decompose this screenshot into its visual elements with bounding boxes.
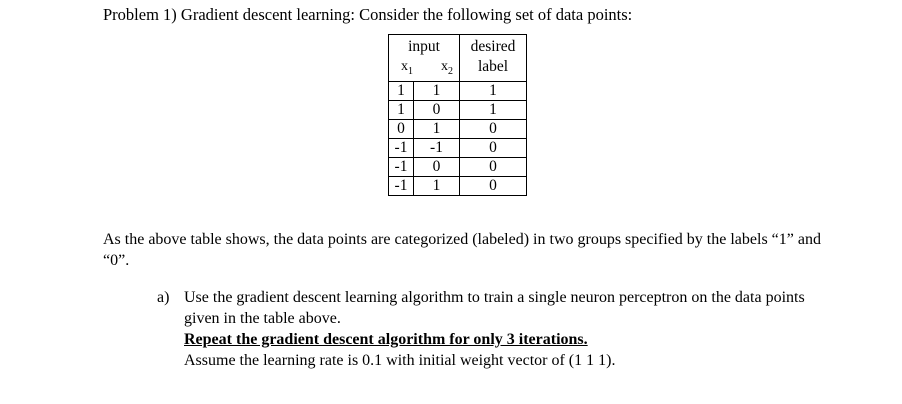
cell-x1: 1 bbox=[389, 101, 414, 120]
header-label: label bbox=[477, 58, 509, 75]
list-item-body bbox=[184, 287, 817, 371]
table-row bbox=[389, 82, 527, 101]
list-marker: a) bbox=[157, 289, 170, 306]
cell-label: 1 bbox=[460, 101, 527, 120]
cell-x1: -1 bbox=[389, 158, 414, 177]
cell-label: 0 bbox=[460, 177, 527, 196]
header-input-label: input bbox=[408, 38, 440, 55]
header-x1-sub: 1 bbox=[408, 65, 413, 77]
cell-x2: 1 bbox=[414, 82, 460, 101]
list-item-a bbox=[157, 287, 817, 371]
header-variables bbox=[389, 56, 459, 81]
cell-x1: -1 bbox=[389, 177, 414, 196]
header-x2-letter: x bbox=[441, 59, 448, 74]
cell-x2: 0 bbox=[414, 101, 460, 120]
cell-x2: 1 bbox=[414, 177, 460, 196]
cell-label: 1 bbox=[460, 82, 527, 101]
header-x1 bbox=[401, 58, 413, 81]
header-x2-sub: 2 bbox=[448, 65, 453, 77]
cell-x1: 1 bbox=[389, 82, 414, 101]
table-row bbox=[389, 101, 527, 120]
header-x1-letter: x bbox=[401, 59, 408, 74]
data-points-table bbox=[388, 34, 527, 196]
problem-title: Problem 1) Gradient descent learning: Consider the following set of data points: bbox=[103, 5, 633, 24]
cell-x1: -1 bbox=[389, 139, 414, 158]
item-emphasis: Repeat the gradient descent algorithm for only 3 iterations. bbox=[184, 331, 588, 348]
header-input bbox=[389, 35, 460, 82]
cell-x1: 0 bbox=[389, 120, 414, 139]
cell-x2: 1 bbox=[414, 120, 460, 139]
item-instruction: Use the gradient descent learning algorithm to train a single neuron perceptron on the data points given in the table above. bbox=[184, 289, 805, 327]
description-paragraph: As the above table shows, the data points are categorized (labeled) in two groups specified by the labels “1” and “0”. bbox=[103, 231, 821, 269]
item-assumption: Assume the learning rate is 0.1 with initial weight vector of (1 1 1). bbox=[184, 352, 616, 369]
cell-label: 0 bbox=[460, 120, 527, 139]
table-row bbox=[389, 120, 527, 139]
header-x2 bbox=[441, 58, 453, 81]
cell-x2: -1 bbox=[414, 139, 460, 158]
header-desired-label bbox=[460, 35, 527, 82]
cell-label: 0 bbox=[460, 158, 527, 177]
table-header-row bbox=[389, 35, 527, 82]
table-row bbox=[389, 177, 527, 196]
header-desired: desired bbox=[470, 38, 516, 55]
table-row bbox=[389, 139, 527, 158]
cell-x2: 0 bbox=[414, 158, 460, 177]
cell-label: 0 bbox=[460, 139, 527, 158]
table-row bbox=[389, 158, 527, 177]
